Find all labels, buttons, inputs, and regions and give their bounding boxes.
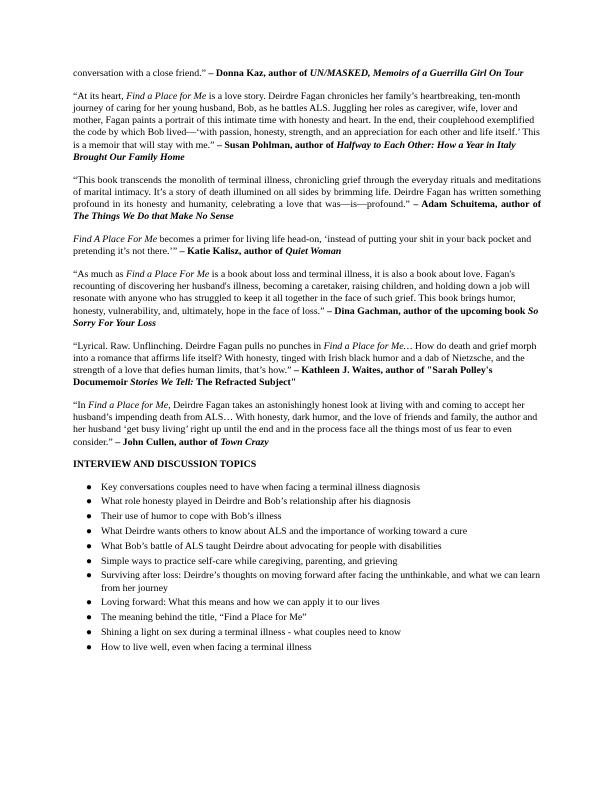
- bullet-icon: ●: [86, 511, 92, 523]
- bullet-icon: ●: [86, 627, 92, 639]
- list-item: [73, 627, 541, 639]
- list-item-text: Shining a light on sex during a terminal illness - what couples need to know: [101, 627, 402, 639]
- attribution-dash: –: [206, 68, 216, 79]
- book-title: Find a Place for Me,: [88, 400, 171, 412]
- list-item-text: Their use of humor to cope with Bob’s illness: [101, 511, 282, 523]
- endorsement-quote: “Lyrical. Raw. Unflinching. Deirdre Fagan pulls no punches in: [73, 340, 324, 352]
- list-item-text: Simple ways to practice self-care while caregiving, parenting, and grieving: [101, 555, 398, 567]
- bullet-icon: ●: [86, 612, 92, 624]
- endorsement-attribution: The Refracted Subject": [193, 377, 297, 389]
- topics-list: [73, 482, 541, 654]
- list-item: [73, 541, 541, 553]
- endorsement-donna-kaz: [73, 68, 541, 80]
- list-item: [73, 642, 541, 654]
- endorsement-work-title: Quiet Woman: [285, 246, 342, 258]
- endorsement-katie-kalisz: [73, 234, 541, 258]
- list-item-text: The meaning behind the title, “Find a Place for Me”: [101, 612, 307, 624]
- bullet-icon: ●: [86, 496, 92, 508]
- list-item: [73, 556, 541, 568]
- bullet-icon: ●: [86, 570, 92, 582]
- endorsement-quote: Deirdre Fagan takes an astonishingly honest look at living with and coming to accept her husband’s impending death from ALS… With honesty, dark humor, and the love of friends and family, the author and her husband ‘get busy living’ right up until the end and in the process face all the things most of us fear to even consider.”: [73, 400, 538, 448]
- bullet-icon: ●: [86, 641, 92, 653]
- endorsement-quote: How do death and grief morph into a romance that affirms life itself? With honesty, tinged with Irish black humor and a dab of Nietzsche, and the strength of a love that defies human limits, that’s how.”: [73, 340, 537, 377]
- endorsement-quote: is a book about loss and terminal illness, it is also a book about love. Fagan's recounting of discovering her husband's illness, becoming a caretaker, raising children, and holding down a job will resonate with anyone who has struggled to keep it all together in the face of such grief. This book brings humor, honesty, vulnerability, and, ultimately, hope in the face of loss.”: [73, 269, 530, 317]
- list-item-text: Surviving after loss: Deirdre’s thoughts on moving forward after facing the unthinkable, and what we can learn from her journey: [101, 570, 541, 594]
- endorsement-work-title: Stories We Tell:: [130, 377, 194, 389]
- endorsement-work-title: UN/MASKED, Memoirs of a Guerrilla Girl On Tour: [309, 68, 524, 79]
- endorsement-attribution: – Adam Schuitema, author of: [409, 199, 542, 211]
- endorsement-adam-schuitema: [73, 175, 541, 224]
- endorsement-work-title: Halfway to Each Other: How a Year in Italy Brought Our Family Home: [73, 139, 516, 163]
- bullet-icon: ●: [86, 540, 92, 552]
- book-title: Find A Place For Me: [73, 234, 158, 246]
- endorsement-work-title: The Things We Do that Make No Sense: [73, 211, 234, 223]
- endorsement-kathleen-waites: [73, 341, 541, 390]
- document-page: [73, 68, 541, 657]
- book-title: Find a Place for Me: [126, 90, 207, 102]
- endorsement-quote: “As much as: [73, 269, 126, 281]
- list-item-text: What role honesty played in Deirdre and Bob’s relationship after his diagnosis: [101, 496, 411, 508]
- endorsement-attribution: – Dina Gachman, author of the upcoming book: [324, 305, 528, 317]
- endorsement-quote: conversation with a close friend.”: [73, 68, 206, 79]
- list-item: [73, 496, 541, 508]
- endorsement-attribution: – John Cullen, author of: [112, 436, 221, 448]
- list-item: [73, 597, 541, 609]
- endorsement-quote: “At its heart,: [73, 90, 127, 102]
- endorsement-attribution: – Katie Kalisz, author of: [177, 246, 286, 258]
- bullet-icon: ●: [86, 526, 92, 538]
- book-title: Find a Place for Me…: [323, 340, 413, 352]
- list-item-text: Key conversations couples need to have when facing a terminal illness diagnosis: [101, 481, 420, 493]
- bullet-icon: ●: [86, 555, 92, 567]
- book-title: Find a Place For Me: [125, 269, 210, 281]
- endorsement-dina-gachman: [73, 269, 541, 330]
- list-item-text: How to live well, even when facing a terminal illness: [101, 641, 312, 653]
- bullet-icon: ●: [86, 597, 92, 609]
- endorsement-john-cullen: [73, 400, 541, 449]
- list-item: [73, 570, 541, 594]
- list-item-text: What Bob’s battle of ALS taught Deirdre about advocating for people with disabilities: [101, 540, 442, 552]
- endorsement-attribution: – Kathleen J. Waites, author of "Sarah Polley's Documemoir: [73, 365, 493, 389]
- endorsement-quote: “This book transcends the monolith of terminal illness, chronicling grief through the everyday rituals and meditations of marital intimacy. It’s a story of death illumined on all sides by brimming life. Deirdre Fagan has written something profound in its honesty and humanity, celebrating a love that was—is—profound.”: [73, 174, 541, 211]
- endorsement-attribution: – Susan Pohlman, author of: [214, 139, 337, 151]
- endorsement-attribution: Donna Kaz, author of: [215, 68, 310, 79]
- list-item: [73, 511, 541, 523]
- endorsement-quote: is a love story. Deirdre Fagan chronicles her family’s heartbreaking, ten-month journey of caring for her young husband, Bob, as he battles ALS. Juggling her roles as caregiver, wife, lover and mother, Fagan paints a portrait of this intimate time with honesty and heart. In the end, their couplehood exemplified the code by which Bob lived—‘with passion, honesty, strength, and an appreciation for each other and life itself.’ This is a memoir that will stay with me.”: [73, 90, 540, 151]
- list-item: [73, 612, 541, 624]
- list-item: [73, 526, 541, 538]
- endorsement-work-title: So Sorry For Your Loss: [73, 305, 539, 329]
- list-item-text: Loving forward: What this means and how we can apply it to our lives: [101, 597, 380, 609]
- endorsement-quote: becomes a primer for living life head-on, ‘instead of putting your shit in your back pocket and pretending it’s not there.’”: [73, 234, 532, 258]
- list-item-text: What Deirdre wants others to know about ALS and the importance of working toward a cure: [101, 526, 468, 538]
- section-heading: INTERVIEW AND DISCUSSION TOPICS: [73, 459, 257, 471]
- endorsement-quote: “In: [73, 400, 89, 412]
- bullet-icon: ●: [86, 481, 92, 493]
- endorsement-susan-pohlman: [73, 91, 541, 164]
- endorsement-work-title: Town Crazy: [220, 436, 269, 448]
- list-item: [73, 482, 541, 494]
